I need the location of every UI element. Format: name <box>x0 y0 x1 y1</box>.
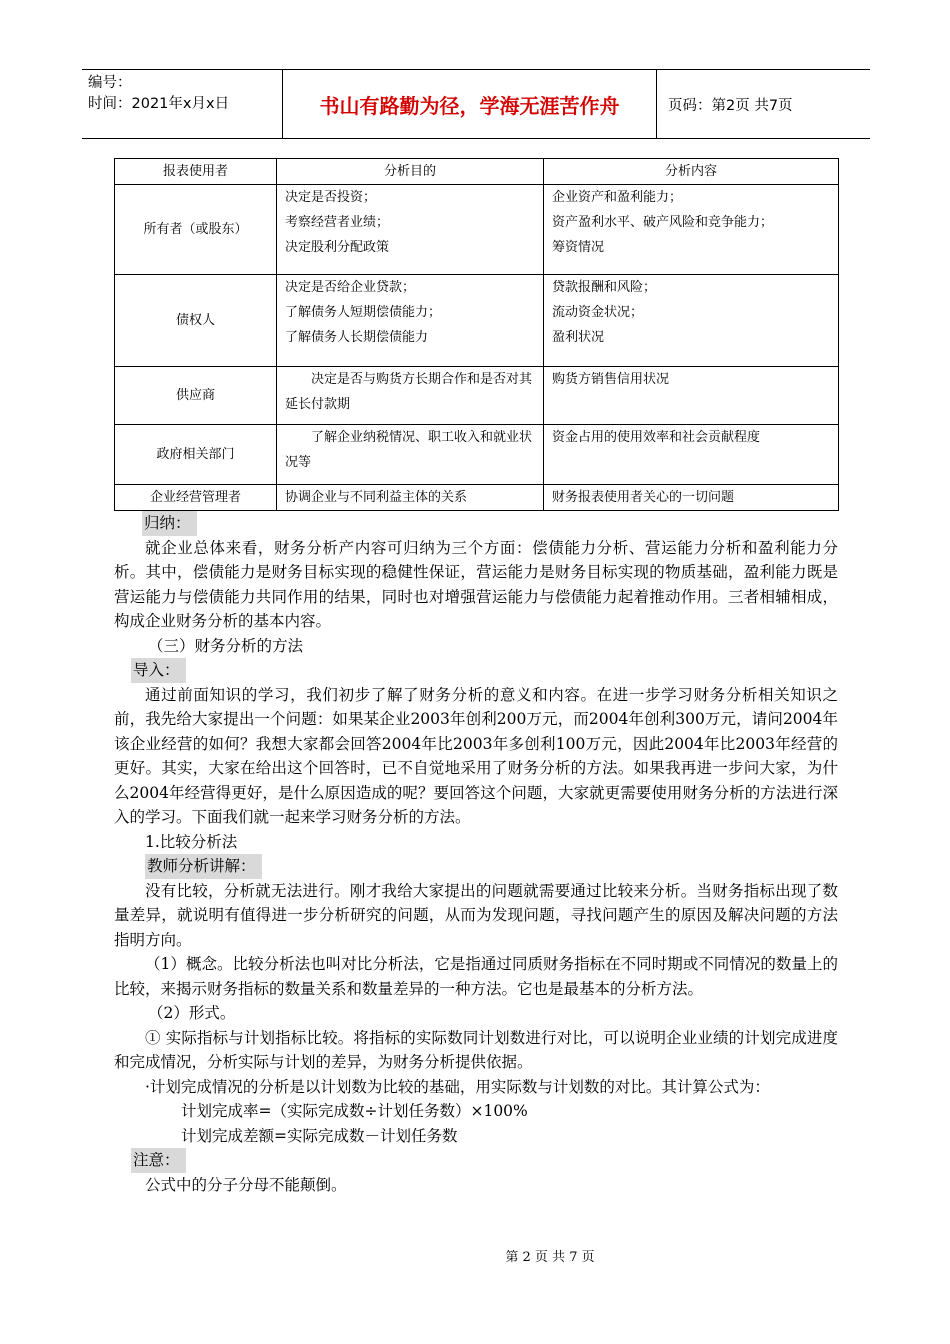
cell-line: 决定股利分配政策 <box>285 240 390 255</box>
header-meta <box>82 70 282 138</box>
body-text <box>114 511 838 1197</box>
table-row <box>115 185 839 275</box>
table-row <box>115 275 839 367</box>
table-cell-purpose: 协调企业与不同利益主体的关系 <box>277 485 544 511</box>
table-cell-content <box>544 185 839 275</box>
summary-paragraph: 就企业总体来看，财务分析产内容可归纳为三个方面：偿债能力分析、营运能力分析和盈利能力分析。其中，偿债能力是财务目标实现的稳健性保证，营运能力是财务目标实现的物质基础，盈利能力既是营运能力与偿债能力共同作用的结果，同时也对增强营运能力与偿债能力起着推动作用。三者相辅相成，构成企业财务分析的基本内容。 <box>114 538 838 630</box>
table-header-cell: 报表使用者 <box>115 159 277 185</box>
cell-line: 了解债务人短期偿债能力； <box>285 305 442 320</box>
table-cell-purpose <box>277 275 544 367</box>
teacher-paragraph: 没有比较，分析就无法进行。刚才我给大家提出的问题就需要通过比较来分析。当财务指标出现了数量差异，就说明有值得进一步分析研究的问题，从而为发现问题，寻找问题产生的原因及解决问题的方法指明方向。 <box>114 881 838 949</box>
cell-line: 筹资情况 <box>552 240 605 255</box>
table-cell-user: 政府相关部门 <box>115 425 277 485</box>
table-cell-purpose: 了解企业纳税情况、职工收入和就业状况等 <box>277 425 544 485</box>
table-cell-content: 资金占用的使用效率和社会贡献程度 <box>544 425 839 485</box>
cell-line: 盈利状况 <box>552 330 605 345</box>
bullet-paragraph: ·计划完成情况的分析是以计划数为比较的基础，用实际数与计划数的对比。其计算公式为： <box>145 1077 770 1096</box>
footer-page-number: 第 2 页 共 7 页 <box>505 1250 595 1265</box>
formula-completion-diff: 计划完成差额=实际完成数－计划任务数 <box>181 1126 458 1145</box>
header-page-cell <box>656 70 870 138</box>
concept-paragraph: （1）概念。比较分析法也叫对比分析法，它是指通过同质财务指标在不同时期或不同情况的数量上的比较，来揭示财务指标的数量关系和数量差异的一种方法。它也是最基本的分析方法。 <box>114 955 838 998</box>
note-label: 注意： <box>131 1148 186 1173</box>
item1-paragraph: ① 实际指标与计划指标比较。将指标的实际数同计划数进行对比，可以说明企业业绩的计划完成进度和完成情况，分析实际与计划的差异，为财务分析提供依据。 <box>114 1028 838 1071</box>
table-cell-content: 财务报表使用者关心的一切问题 <box>544 485 839 511</box>
page-header <box>82 69 870 139</box>
cell-line: 资产盈利水平、破产风险和竞争能力； <box>552 215 774 230</box>
doc-time-label: 时间：2021年x月x日 <box>88 96 230 112</box>
cell-line: 决定是否给企业贷款； <box>285 280 416 295</box>
intro-label: 导入： <box>131 658 186 683</box>
table-cell-user: 债权人 <box>115 275 277 367</box>
teacher-label: 教师分析讲解： <box>145 854 262 879</box>
section-title: （三）财务分析的方法 <box>148 636 304 655</box>
table-header-cell: 分析内容 <box>544 159 839 185</box>
table-cell-user: 供应商 <box>115 367 277 425</box>
table-cell-content <box>544 275 839 367</box>
page-footer <box>0 1246 950 1265</box>
form-title: （2）形式。 <box>148 1004 236 1022</box>
intro-paragraph: 通过前面知识的学习，我们初步了解了财务分析的意义和内容。在进一步学习财务分析相关知识之前，我先给大家提出一个问题：如果某企业2003年创利200万元，而2004年创利300万元，请问2004年该企业经营的如何？我想大家都会回答2004年比2003年多创利100万元，因此2004年比2003年经营的更好。其实，大家在给出这个回答时，已不自觉地采用了财务分析的方法。如果我再进一步问大家，为什么2004年经营得更好，是什么原因造成的呢？要回答这个问题，大家就更需要使用财务分析的方法进行深入的学习。下面我们就一起来学习财务分析的方法。 <box>114 685 838 826</box>
table-cell-purpose: 决定是否与购货方长期合作和是否对其延长付款期 <box>277 367 544 425</box>
table-row <box>115 485 839 511</box>
table-header-row <box>115 159 839 185</box>
table-row <box>115 367 839 425</box>
doc-number-label: 编号： <box>88 75 132 91</box>
table-header-cell: 分析目的 <box>277 159 544 185</box>
table-cell-user: 企业经营管理者 <box>115 485 277 511</box>
table-cell-user: 所有者（或股东） <box>115 185 277 275</box>
formula-completion-rate: 计划完成率=（实际完成数÷计划任务数）×100% <box>181 1102 528 1120</box>
cell-line: 了解债务人长期偿债能力 <box>285 330 429 345</box>
cell-line: 企业资产和盈利能力； <box>552 190 683 205</box>
header-page-info: 页码：第2页 共7页 <box>668 97 793 114</box>
table-cell-content: 购货方销售信用状况 <box>544 367 839 425</box>
method-title: 1.比较分析法 <box>145 832 238 851</box>
note-paragraph: 公式中的分子分母不能颠倒。 <box>145 1175 347 1194</box>
summary-label: 归纳： <box>142 511 197 536</box>
header-motto: 书山有路勤为径，学海无涯苦作舟 <box>319 93 620 118</box>
table-row <box>115 425 839 485</box>
cell-line: 流动资金状况； <box>552 305 644 320</box>
cell-line: 贷款报酬和风险； <box>552 280 657 295</box>
header-motto-cell <box>282 70 657 138</box>
table-cell-purpose <box>277 185 544 275</box>
cell-line: 考察经营者业绩； <box>285 215 390 230</box>
report-users-table <box>114 158 839 511</box>
cell-line: 决定是否投资； <box>285 190 377 205</box>
